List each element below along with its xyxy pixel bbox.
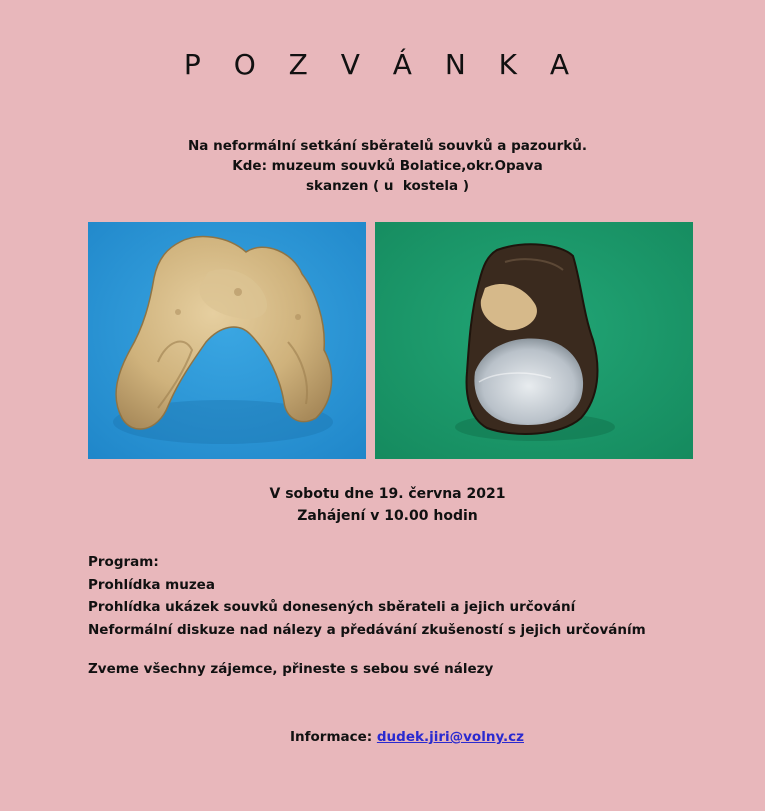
flint-photo xyxy=(375,222,693,459)
souvek-photo xyxy=(88,222,366,459)
contact-label: Informace: xyxy=(290,729,373,745)
sandstone-souvek-image xyxy=(88,222,366,459)
program-item-samples: Prohlídka ukázek souvků donesených sběrateli a jejich určování xyxy=(88,599,576,615)
intro-text xyxy=(0,136,765,196)
intro-line-purpose: Na neformální setkání sběratelů souvků a pazourků. xyxy=(188,138,587,154)
intro-line-location: Kde: muzeum souvků Bolatice,okr.Opava xyxy=(232,158,543,174)
program-heading: Program: xyxy=(88,554,159,570)
event-start-time: Zahájení v 10.00 hodin xyxy=(297,508,478,524)
flint-stone-image xyxy=(375,222,693,459)
event-date: V sobotu dne 19. června 2021 xyxy=(269,486,506,502)
invitation-title: P O Z V Á N K A xyxy=(183,48,582,81)
program-item-discussion: Neformální diskuze nad nálezy a předávání zkušeností s jejich určováním xyxy=(88,621,646,638)
contact-info xyxy=(290,729,524,745)
contact-email-link[interactable]: dudek.jiri@volny.cz xyxy=(376,729,524,745)
program-section xyxy=(88,551,728,641)
program-item-museum-tour: Prohlídka muzea xyxy=(88,576,215,593)
event-date-block xyxy=(0,483,765,527)
intro-line-skanzen: skanzen ( u kostela ) xyxy=(305,178,470,194)
invite-text: Zveme všechny zájemce, přineste s sebou své nálezy xyxy=(88,661,494,677)
